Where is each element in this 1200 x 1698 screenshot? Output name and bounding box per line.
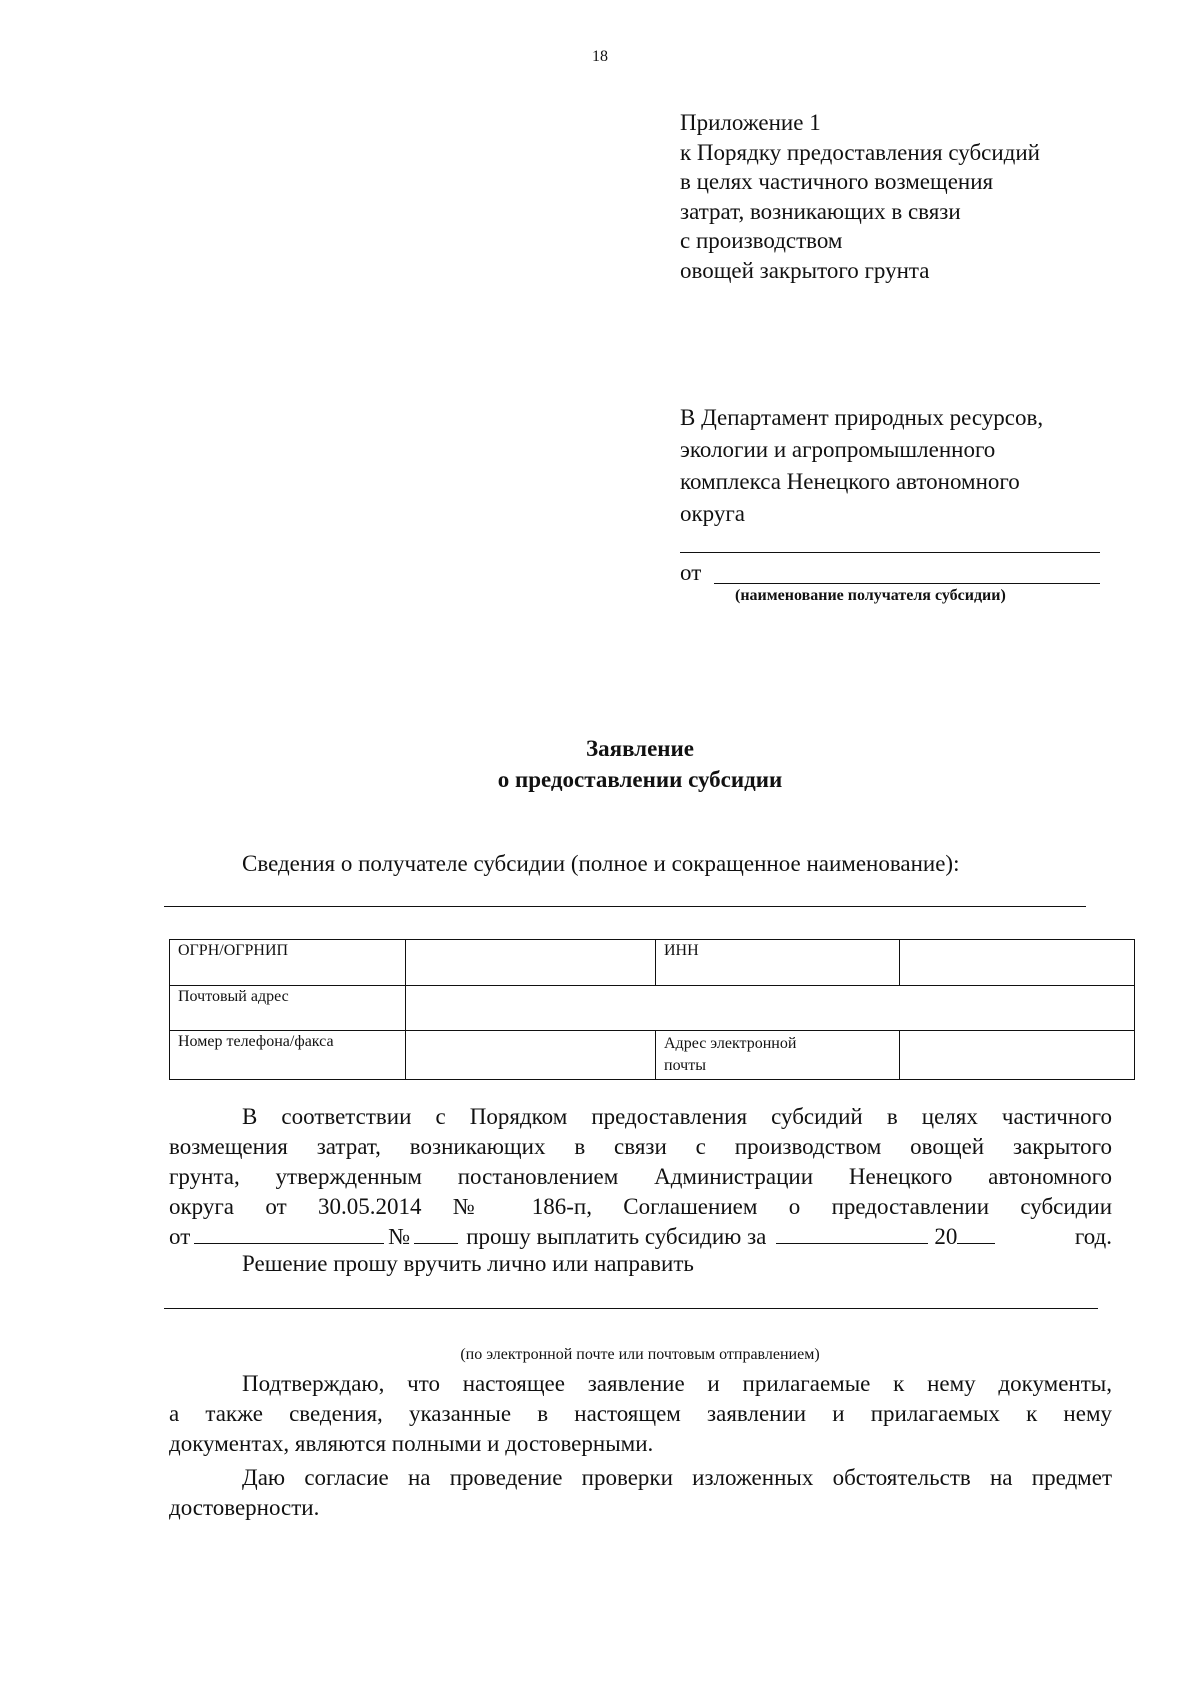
year-word: год.	[1074, 1224, 1112, 1249]
paragraph-3-line: достоверности.	[169, 1495, 320, 1520]
phone-fax-label: Номер телефона/факса	[170, 1031, 406, 1080]
page-number: 18	[592, 48, 608, 65]
agreement-date-blank[interactable]	[194, 1225, 384, 1244]
addressee-blank-line[interactable]	[680, 552, 1100, 553]
request-text: прошу выплатить субсидию за	[466, 1224, 767, 1249]
paragraph-2-line: документах, являются полными и достоверными.	[169, 1431, 654, 1456]
paragraph-1-line: возмещения затрат, возникающих в связи с производством овощей закрытого	[169, 1134, 1112, 1159]
agreement-number-blank[interactable]	[414, 1225, 458, 1244]
from-caption: (наименование получателя субсидии)	[735, 587, 1006, 604]
paragraph-2-line: Подтверждаю, что настоящее заявление и прилагаемые к нему документы,	[242, 1371, 1112, 1396]
delivery-caption: (по электронной почте или почтовым отправлением)	[460, 1346, 820, 1363]
ogrn-label: ОГРН/ОГРНИП	[170, 940, 406, 986]
recipient-info-label: Сведения о получателе субсидии (полное и сокращенное наименование):	[242, 851, 960, 876]
addressee-line: комплекса Ненецкого автономного	[680, 469, 1020, 494]
email-label	[656, 1031, 900, 1080]
paragraph-1-line: В соответствии с Порядком предоставления субсидий в целях частичного	[242, 1104, 1112, 1129]
from-blank-line[interactable]	[714, 583, 1100, 584]
addressee-line: округа	[680, 501, 746, 526]
document-subtitle: о предоставлении субсидии	[497, 767, 783, 792]
phone-fax-field[interactable]	[406, 1031, 656, 1080]
paragraph-3-line: Даю согласие на проведение проверки изложенных обстоятельств на предмет	[242, 1465, 1112, 1490]
paragraph-1-last-line	[169, 1222, 1112, 1252]
recipient-info-table	[169, 939, 1135, 1080]
period-blank[interactable]	[776, 1225, 928, 1244]
appendix-line: затрат, возникающих в связи	[680, 198, 961, 224]
appendix-header	[680, 108, 1040, 285]
appendix-line: Приложение 1	[680, 110, 821, 135]
year-suffix-blank[interactable]	[957, 1225, 995, 1244]
recipient-name-blank-line[interactable]	[164, 906, 1086, 907]
delivery-method-blank-line[interactable]	[164, 1308, 1098, 1309]
appendix-line: овощей закрытого грунта	[680, 257, 930, 283]
inn-field[interactable]	[900, 940, 1135, 986]
email-label-line: Адрес электронной	[664, 1035, 797, 1052]
decision-text: Решение прошу вручить лично или направить	[242, 1251, 694, 1276]
appendix-line: в целях частичного возмещения	[680, 169, 994, 194]
inn-label: ИНН	[656, 940, 900, 986]
paragraph-1-line: грунта, утвержденным постановлением Администрации Ненецкого автономного	[169, 1164, 1112, 1189]
from-date-label: от	[169, 1224, 191, 1249]
appendix-line: к Порядку предоставления субсидий	[680, 139, 1040, 165]
from-label: от	[680, 560, 702, 585]
postal-address-label: Почтовый адрес	[170, 986, 406, 1031]
postal-address-field[interactable]	[406, 986, 1135, 1031]
ogrn-field[interactable]	[406, 940, 656, 986]
email-field[interactable]	[900, 1031, 1135, 1080]
document-title: Заявление	[585, 736, 695, 761]
paragraph-1-line: округа от 30.05.2014 № 186-п, Соглашением о предоставлении субсидии	[169, 1194, 1112, 1219]
appendix-line: с производством	[680, 228, 843, 253]
addressee-line: экологии и агропромышленного	[680, 437, 996, 462]
email-label-line: почты	[664, 1057, 706, 1074]
addressee-line: В Департамент природных ресурсов,	[680, 405, 1044, 430]
paragraph-2-line: а также сведения, указанные в настоящем заявлении и прилагаемых к нему	[169, 1401, 1112, 1426]
agreement-number-label: №	[388, 1224, 411, 1249]
addressee-block	[680, 402, 1043, 530]
year-prefix: 20	[934, 1224, 958, 1249]
